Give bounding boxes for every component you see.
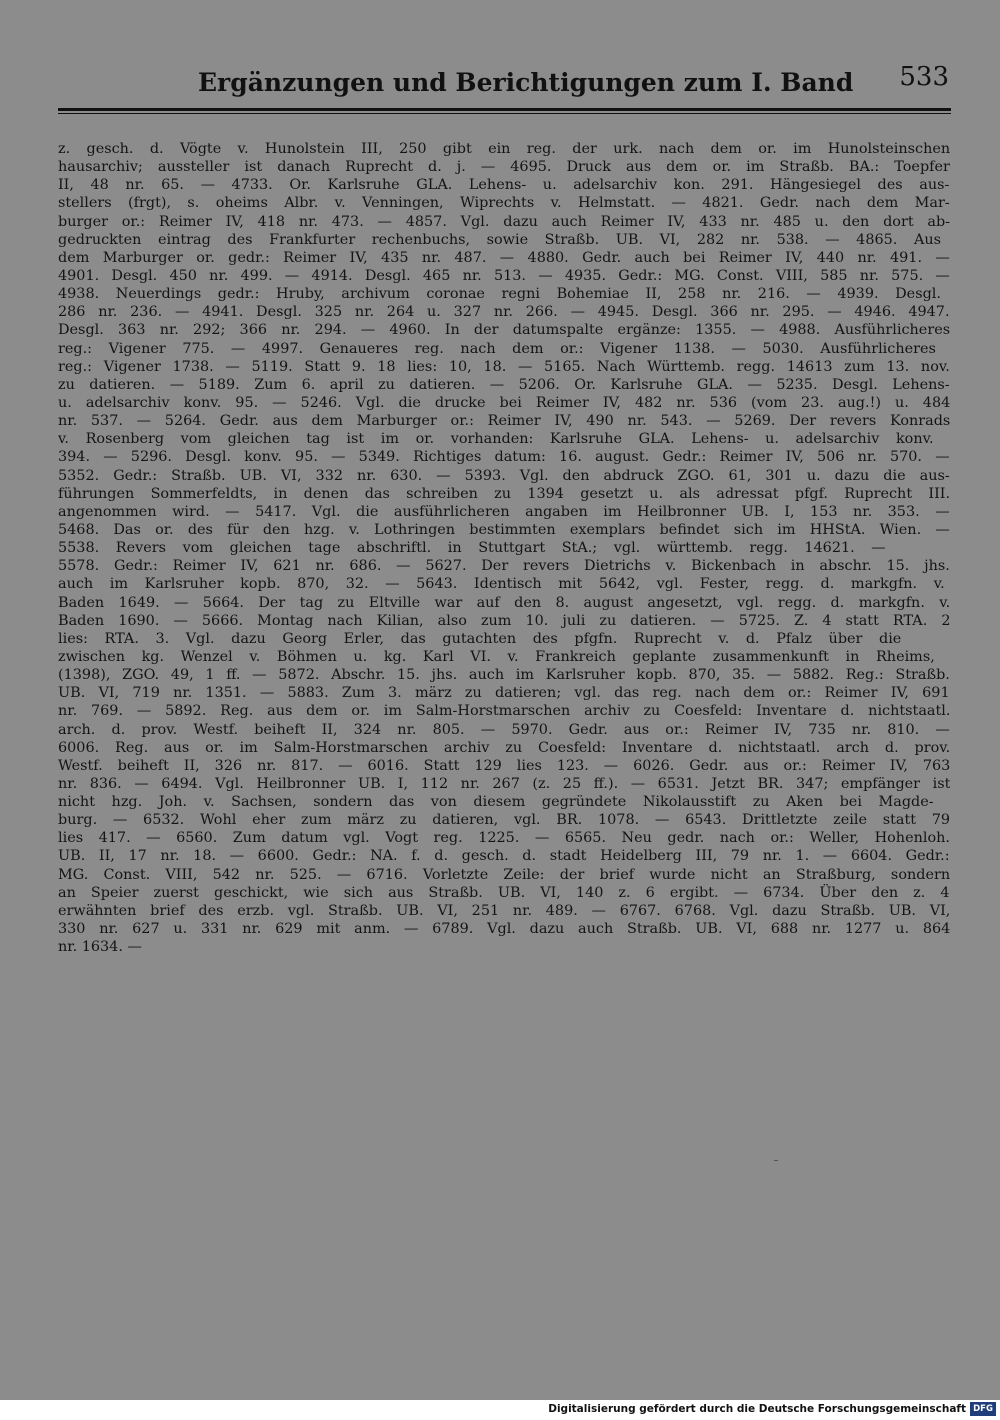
text-line: auch im Karlsruher kopb. 870, 32. — 5643. Identisch mit 5642, vgl. Fester, regg. d. markgfn. v. [58, 576, 945, 593]
text-line: stellers (frgt), s. oheims Albr. v. Venningen, Wiprechts v. Helmstatt. — 4821. Gedr. nach dem Mar- [58, 195, 950, 212]
text-line: 286 nr. 236. — 4941. Desgl. 325 nr. 264 u. 327 nr. 266. — 4945. Desgl. 366 nr. 295. — 4946. 4947. [58, 304, 950, 321]
text-line: nr. 537. — 5264. Gedr. aus dem Marburger or.: Reimer IV, 490 nr. 543. — 5269. Der revers Konrads [58, 413, 950, 430]
body-text [58, 140, 950, 1092]
text-line: II, 48 nr. 65. — 4733. Or. Karlsruhe GLA. Lehens- u. adelsarchiv kon. 291. Hängesiegel des aus- [58, 177, 950, 194]
text-line: angenommen wird. — 5417. Vgl. die ausführlicheren angaben im Heilbronner UB. I, 153 nr. 353. — [58, 503, 950, 520]
text-line: UB. VI, 719 nr. 1351. — 5883. Zum 3. märz zu datieren; vgl. das reg. nach dem or.: Reimer IV, 691 [58, 685, 950, 702]
text-line: MG. Const. VIII, 542 nr. 525. — 6716. Vorletzte Zeile: der brief wurde nicht an Straßburg, sondern [58, 866, 950, 883]
text-line: lies: RTA. 3. Vgl. dazu Georg Erler, das gutachten des pfgfn. Ruprecht v. d. Pfalz über die [58, 630, 902, 647]
text-line: v. Rosenberg vom gleichen tag ist im or. vorhanden: Karlsruhe GLA. Lehens- u. adelsarchiv konv. [58, 431, 934, 448]
text-line: 4938. Neuerdings gedr.: Hruby, archivum coronae regni Bohemiae II, 258 nr. 216. — 4939. Desgl. [58, 286, 941, 303]
stray-mark [774, 1160, 778, 1161]
text-line: 5578. Gedr.: Reimer IV, 621 nr. 686. — 5627. Der revers Dietrichs v. Bickenbach in abschr. 15. jhs. [58, 558, 950, 575]
page-number: 533 [899, 62, 949, 92]
text-line: 6006. Reg. aus or. im Salm-Horstmarschen archiv zu Coesfeld: Inventare d. nichtstaatl. arch d. prov. [58, 739, 950, 756]
text-line: Baden 1649. — 5664. Der tag zu Eltville war auf den 8. august angesetzt, vgl. regg. d. markgfn. v. [58, 594, 950, 611]
text-line: gedruckten eintrag des Frankfurter rechenbuchs, sowie Straßb. UB. VI, 282 nr. 538. — 4865. Aus [58, 231, 941, 248]
text-line: 330 nr. 627 u. 331 nr. 629 mit anm. — 6789. Vgl. dazu auch Straßb. UB. VI, 688 nr. 1277 u. 864 [58, 921, 950, 938]
text-line: nicht hzg. Joh. v. Sachsen, sondern das von diesem gegründete Nikolausstift zu Aken bei Magde- [58, 794, 934, 811]
text-line: 394. — 5296. Desgl. konv. 95. — 5349. Richtiges datum: 16. august. Gedr.: Reimer IV, 506 nr. 570. — [58, 449, 950, 466]
text-line: reg.: Vigener 775. — 4997. Genaueres reg. nach dem or.: Vigener 1138. — 5030. Ausführlicheres [58, 340, 936, 357]
text-line: hausarchiv; aussteller ist danach Ruprecht d. j. — 4695. Druck aus dem or. im Straßb. BA.: Toepfer [58, 159, 950, 176]
footer-bar [0, 1400, 1000, 1420]
text-line: nr. 769. — 5892. Reg. aus dem or. im Salm-Horstmarschen archiv zu Coesfeld: Inventare d. nichtstaatl. [58, 703, 950, 720]
text-line: 4901. Desgl. 450 nr. 499. — 4914. Desgl. 465 nr. 513. — 4935. Gedr.: MG. Const. VIII, 585 nr. 575. — [58, 267, 950, 284]
text-line: arch. d. prov. Westf. beiheft II, 324 nr. 805. — 5970. Gedr. aus or.: Reimer IV, 735 nr. 810. — [58, 721, 950, 738]
text-line: zu datieren. — 5189. Zum 6. april zu datieren. — 5206. Or. Karlsruhe GLA. — 5235. Desgl. Lehens- [58, 376, 950, 393]
page-header [58, 60, 951, 106]
text-line: lies 417. — 6560. Zum datum vgl. Vogt reg. 1225. — 6565. Neu gedr. nach or.: Weller, Hohenloh. [58, 830, 950, 847]
text-line: burger or.: Reimer IV, 418 nr. 473. — 4857. Vgl. dazu auch Reimer IV, 433 nr. 485 u. den dort ab- [58, 213, 950, 230]
text-line: Desgl. 363 nr. 292; 366 nr. 294. — 4960. In der datumspalte ergänze: 1355. — 4988. Ausführlicheres [58, 322, 950, 339]
text-line: burg. — 6532. Wohl eher zum märz zu datieren, vgl. BR. 1078. — 6543. Drittletzte zeile statt 79 [58, 812, 950, 829]
text-line: z. gesch. d. Vögte v. Hunolstein III, 250 gibt ein reg. der urk. nach dem or. im Hunolsteinschen [58, 141, 950, 157]
text-line: nr. 836. — 6494. Vgl. Heilbronner UB. I, 112 nr. 267 (z. 25 ff.). — 6531. Jetzt BR. 347; empfänger ist [58, 775, 950, 792]
text-line: u. adelsarchiv konv. 95. — 5246. Vgl. die drucke bei Reimer IV, 482 nr. 536 (vom 23. aug.!) u. 484 [58, 394, 950, 411]
text-line: 5352. Gedr.: Straßb. UB. VI, 332 nr. 630. — 5393. Vgl. den abdruck ZGO. 61, 301 u. dazu die aus- [58, 467, 950, 484]
header-rule [58, 108, 951, 114]
text-line: an Speier zuerst geschickt, wie sich aus Straßb. UB. VI, 140 z. 6 ergibt. — 6734. Über den z. 4 [58, 884, 950, 901]
text-line: 5468. Das or. des für den hzg. v. Lothringen bestimmten exemplars befindet sich im HHStA. Wien. — [58, 521, 950, 538]
dfg-logo: DFG [970, 1402, 996, 1416]
text-line: Baden 1690. — 5666. Montag nach Kilian, also zum 10. juli zu datieren. — 5725. Z. 4 statt RTA. 2 [58, 612, 950, 629]
text-line: (1398), ZGO. 49, 1 ff. — 5872. Abschr. 15. jhs. auch im Karlsruher kopb. 870, 35. — 5882. Reg.: Straßb. [58, 667, 950, 684]
text-line: zwischen kg. Wenzel v. Böhmen u. kg. Karl VI. v. Frankreich geplante zusammenkunft in Rheims, [58, 648, 935, 665]
text-line: führungen Sommerfeldts, in denen das schreiben zu 1394 gesetzt u. als adressat pfgf. Ruprecht III. [58, 485, 950, 502]
text-line: 5538. Revers vom gleichen tage abschriftl. in Stuttgart StA.; vgl. württemb. regg. 14621. — [58, 540, 886, 557]
text-line: reg.: Vigener 1738. — 5119. Statt 9. 18 lies: 10, 18. — 5165. Nach Württemb. regg. 14613 zum 13. nov. [58, 358, 950, 375]
text-line: erwähnten brief des erzb. vgl. Straßb. UB. VI, 251 nr. 489. — 6767. 6768. Vgl. dazu Straßb. UB. VI, [58, 902, 950, 919]
text-line: Westf. beiheft II, 326 nr. 817. — 6016. Statt 129 lies 123. — 6026. Gedr. aus or.: Reimer IV, 763 [58, 757, 950, 774]
footer-credit: Digitalisierung gefördert durch die Deutsche Forschungsgemeinschaft [548, 1403, 966, 1415]
text-line: nr. 1634. — [58, 939, 142, 956]
page-title: Ergänzungen und Berichtigungen zum I. Band [198, 68, 854, 97]
text-line: dem Marburger or. gedr.: Reimer IV, 435 nr. 487. — 4880. Gedr. auch bei Reimer IV, 440 nr. 491. — [58, 249, 950, 266]
text-line: UB. II, 17 nr. 18. — 6600. Gedr.: NA. f. d. gesch. d. stadt Heidelberg III, 79 nr. 1. — 6604. Gedr.: [58, 848, 950, 865]
